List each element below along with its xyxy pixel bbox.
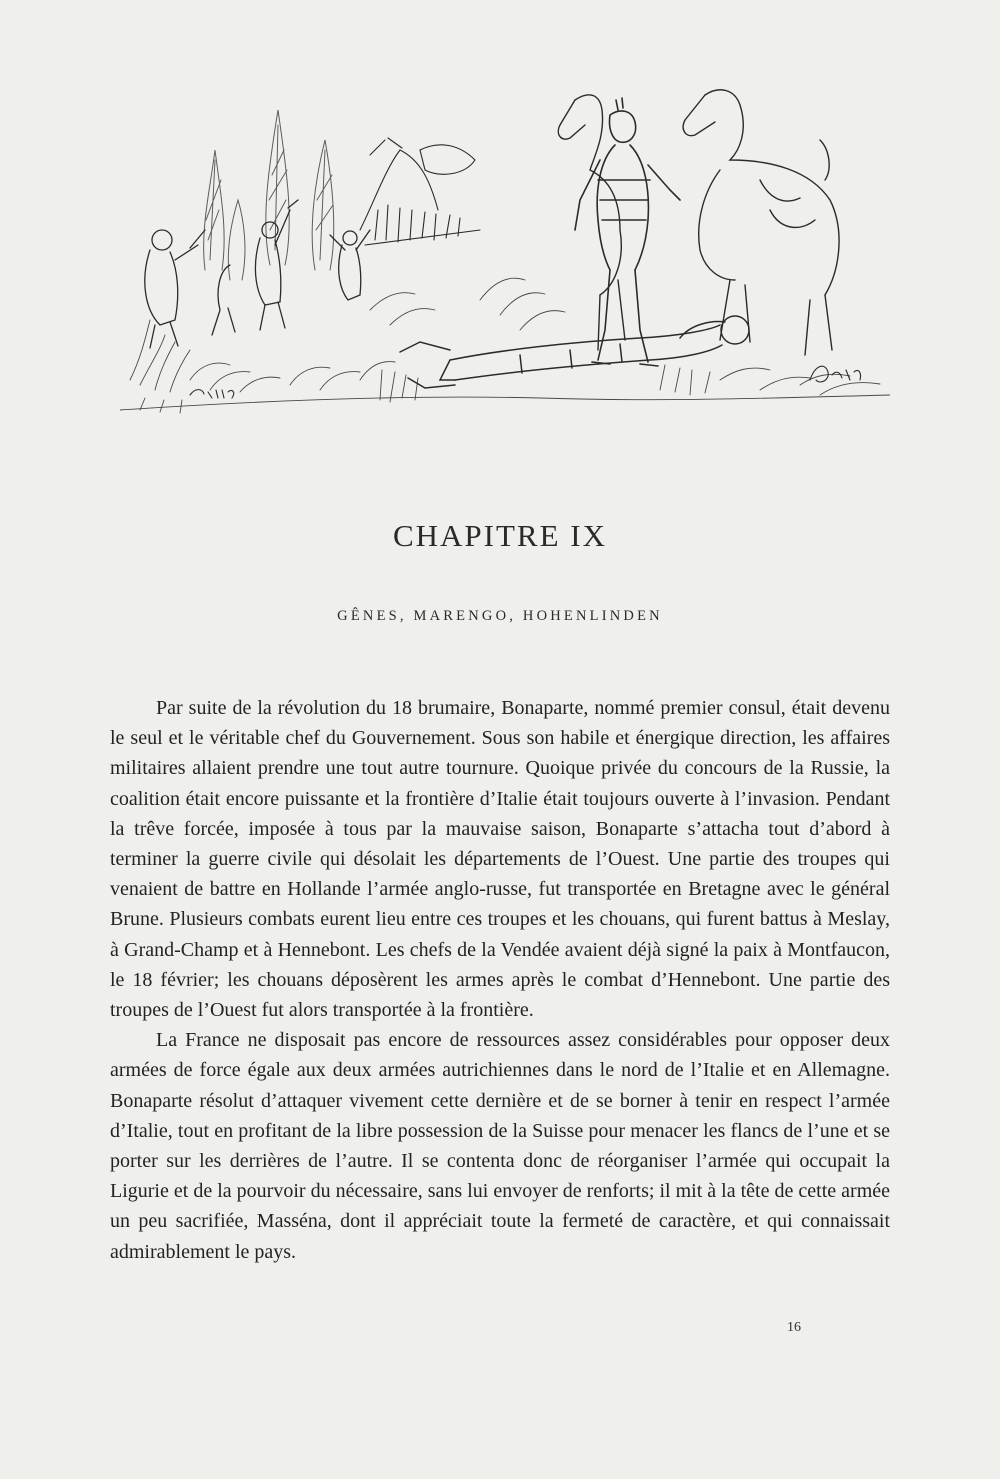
paragraph-1: Par suite de la révolution du 18 brumaire, Bonaparte, nommé premier consul, était devenu le seul et le véritable chef du Gouvernement. Sous son habile et énergique direction, les affaires militaires allaient prendre une tout autre tournure. Quoique privée du concours de la Russie, la coalition était encore puissante et la frontière d’Italie était toujours ouverte à l’invasion. Pendant la trêve forcée, imposée à tous par la mauvaise saison, Bonaparte s’attacha tout d’abord à terminer la guerre civile qui désolait les départements de l’Ouest. Une partie des troupes qui venaient de battre en Hollande l’armée anglo-russe, fut transportée en Bretagne avec le général Brune. Plusieurs combats eurent lieu entre ces troupes et les chouans, qui furent battus à Meslay, à Grand-Champ et à Hennebont. Les chefs de la Vendée avaient déjà signé la paix à Montfaucon, le 18 février; les chouans déposèrent les armes après le combat d’Hennebont. Une partie des troupes de l’Ouest fut alors transportée à la frontière. bbox=[110, 697, 890, 1022]
engraving-icon bbox=[120, 80, 890, 425]
chapter-title: CHAPITRE IX bbox=[392, 518, 608, 553]
paragraph-2: La France ne disposait pas encore de ressources assez considérables pour opposer deux armées de force égale aux deux armées autrichiennes dans le nord de l’Italie et en Allemagne. Bonaparte résolut d’attaquer vivement cette dernière et de se borner à tenir en respect l’armée d’Italie, tout en profitant de la libre possession de la Suisse pour menacer les flancs de l’une et se porter sur les derrières de l’autre. Il se contenta donc de réorganiser l’armée qui occupait la Ligurie et de la pourvoir du nécessaire, sans lui envoyer de renforts; il mit à la tête de cette armée un peu sacrifiée, Masséna, dont il appréciait toute la fermeté de caractère, et qui connaissait admirablement le pays. bbox=[110, 1029, 890, 1263]
battlefield-illustration bbox=[120, 80, 890, 425]
body-text bbox=[110, 693, 890, 1267]
chapter-subtitle: GÊNES, MARENGO, HOHENLINDEN bbox=[337, 608, 663, 624]
page-number: 16 bbox=[787, 1320, 801, 1335]
